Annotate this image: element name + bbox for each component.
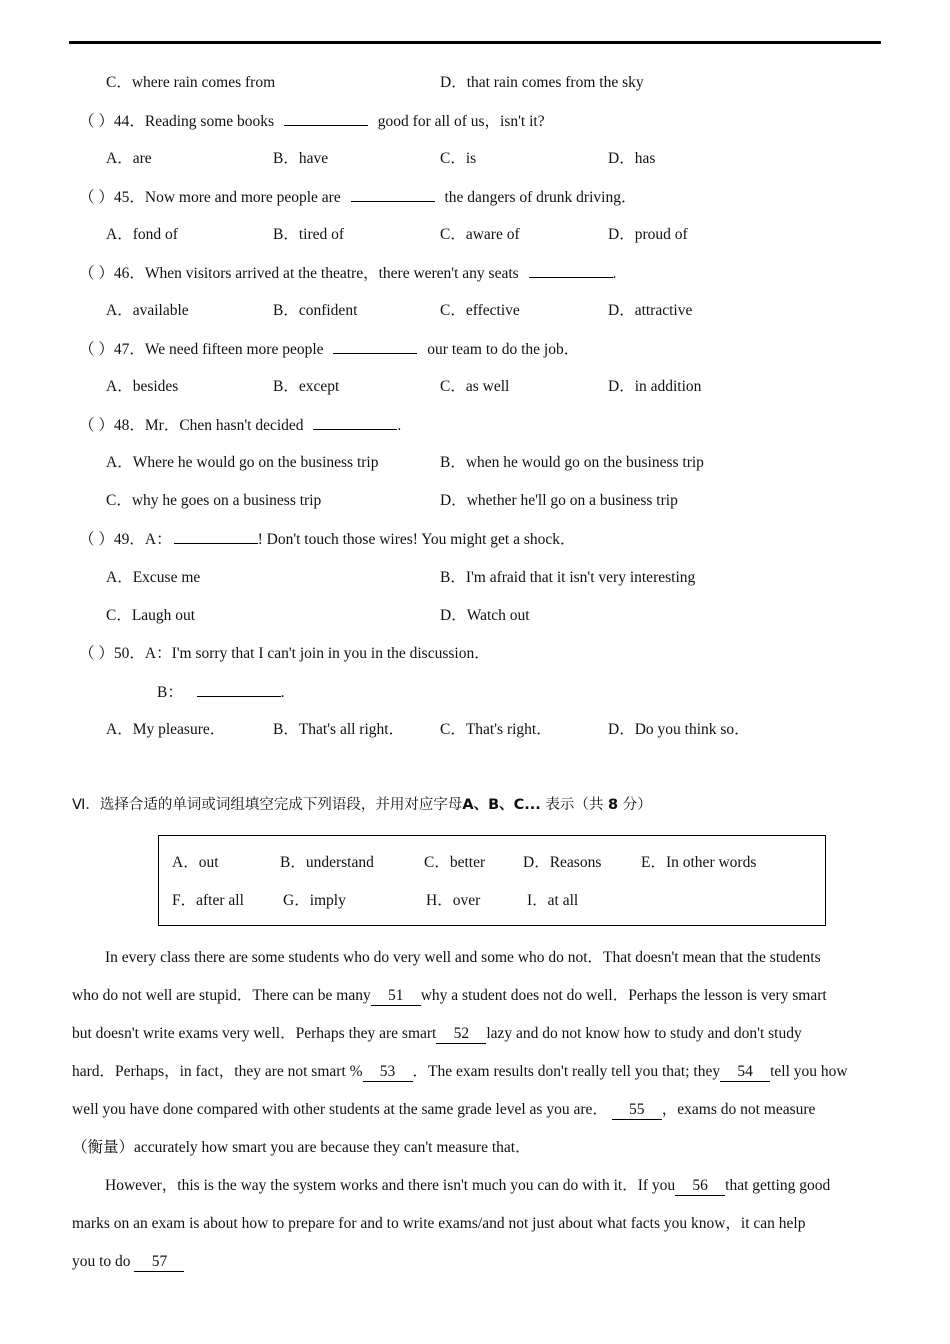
section-tail: 表示（共 bbox=[540, 797, 609, 813]
word-bank-item: E．In other words bbox=[641, 854, 757, 871]
word-bank-item: C．better bbox=[424, 854, 486, 871]
passage-line bbox=[72, 1214, 805, 1234]
cloze-blank-56: 56 bbox=[675, 1177, 725, 1196]
question-44 bbox=[79, 111, 545, 132]
q45-option-d: D．proud of bbox=[608, 226, 688, 243]
question-stem: 50．A：I'm sorry that I can't join in you in the discussion． bbox=[113, 645, 490, 662]
question-stem-end: . bbox=[397, 417, 402, 434]
q44-option-c: C．is bbox=[440, 150, 477, 167]
q43-option-c: C．where rain comes from bbox=[106, 74, 276, 91]
question-49 bbox=[79, 529, 576, 550]
question-stem-end: our team to do the job． bbox=[427, 341, 580, 358]
q45-option-c: C．aware of bbox=[440, 226, 520, 243]
answer-blank bbox=[197, 682, 281, 697]
cloze-blank-51: 51 bbox=[371, 987, 421, 1006]
passage-line bbox=[72, 1024, 802, 1044]
passage-text: marks on an exam is about how to prepare for and to write exams/and not just about what facts you know，it can help bbox=[72, 1215, 806, 1232]
word-bank-item: I．at all bbox=[527, 892, 579, 909]
word-bank-box bbox=[158, 835, 826, 926]
question-stem: 46．When visitors arrived at the theatre，there weren't any seats bbox=[113, 265, 519, 282]
passage-text: In every class there are some students who do very well and some who do not．That doesn't mean that the students bbox=[105, 949, 821, 966]
passage-text: why a student does not do well．Perhaps the lesson is very smart bbox=[420, 987, 827, 1004]
question-stem-end: . bbox=[280, 684, 285, 701]
q43-option-d: D．that rain comes from the sky bbox=[440, 74, 644, 91]
q48-option-b: B．when he would go on the business trip bbox=[440, 454, 704, 471]
q50-speaker-b bbox=[157, 682, 285, 703]
q50-option-b: B．That's all right． bbox=[273, 721, 405, 738]
word-bank-item: D．Reasons bbox=[523, 854, 602, 871]
cloze-blank-54: 54 bbox=[720, 1063, 770, 1082]
speaker-label: B： bbox=[157, 684, 183, 701]
q46-option-b: B．confident bbox=[273, 302, 358, 319]
q49-option-b: B．I'm afraid that it isn't very interesting bbox=[440, 569, 696, 586]
answer-paren: （ ） bbox=[79, 645, 114, 662]
question-stem-end: ! Don't touch those wires! You might get a shock． bbox=[257, 531, 576, 548]
answer-blank bbox=[529, 263, 613, 278]
passage-line bbox=[72, 1138, 531, 1158]
section-6-heading bbox=[72, 795, 652, 815]
passage-text: ．The exam results don't really tell you that; they bbox=[412, 1063, 721, 1080]
q46-option-a: A．available bbox=[106, 302, 189, 319]
q46-option-d: D．attractive bbox=[608, 302, 693, 319]
section-points: 8 bbox=[608, 797, 619, 813]
passage-line bbox=[72, 1252, 184, 1272]
section-numeral: Ⅵ． bbox=[72, 797, 100, 813]
q44-option-d: D．has bbox=[608, 150, 656, 167]
passage-text: tell you how bbox=[770, 1063, 848, 1080]
cloze-blank-53: 53 bbox=[363, 1063, 413, 1082]
answer-blank bbox=[174, 529, 258, 544]
question-45 bbox=[79, 187, 636, 208]
question-46 bbox=[79, 263, 616, 284]
answer-paren: （ ） bbox=[79, 531, 114, 548]
q44-option-b: B．have bbox=[273, 150, 329, 167]
q49-option-d: D．Watch out bbox=[440, 607, 530, 624]
answer-blank bbox=[333, 339, 417, 354]
passage-text: you to do bbox=[72, 1253, 131, 1270]
answer-paren: （ ） bbox=[79, 417, 114, 434]
section-letters: A、B、C... bbox=[462, 797, 541, 813]
answer-blank bbox=[284, 111, 368, 126]
question-stem: 45．Now more and more people are bbox=[113, 189, 341, 206]
q49-option-a: A．Excuse me bbox=[106, 569, 201, 586]
word-bank-item: F．after all bbox=[172, 892, 244, 909]
passage-line bbox=[105, 1176, 830, 1196]
question-stem: 47．We need fifteen more people bbox=[113, 341, 324, 358]
word-bank-item: G．imply bbox=[283, 892, 346, 909]
q48-option-d: D．whether he'll go on a business trip bbox=[440, 492, 678, 509]
answer-paren: （ ） bbox=[79, 189, 114, 206]
q48-option-c: C．why he goes on a business trip bbox=[106, 492, 322, 509]
word-bank-item: H．over bbox=[426, 892, 481, 909]
answer-blank bbox=[313, 415, 397, 430]
question-47 bbox=[79, 339, 579, 360]
question-stem: 44．Reading some books bbox=[113, 113, 275, 130]
answer-paren: （ ） bbox=[79, 265, 114, 282]
q45-option-b: B．tired of bbox=[273, 226, 345, 243]
answer-paren: （ ） bbox=[79, 113, 114, 130]
answer-blank bbox=[351, 187, 435, 202]
passage-text: that getting good bbox=[725, 1177, 831, 1194]
question-stem: 48．Mr．Chen hasn't decided bbox=[113, 417, 304, 434]
header-rule bbox=[69, 41, 881, 44]
section-instructions: 选择合适的单词或词组填空完成下列语段，并用对应字母 bbox=[99, 797, 463, 813]
question-50 bbox=[79, 644, 490, 664]
cloze-blank-57: 57 bbox=[134, 1253, 184, 1272]
q47-option-d: D．in addition bbox=[608, 378, 702, 395]
passage-text: who do not well are stupid．There can be many bbox=[72, 987, 371, 1004]
q48-option-a: A．Where he would go on the business trip bbox=[106, 454, 379, 471]
question-stem-end: the dangers of drunk driving． bbox=[444, 189, 637, 206]
q49-option-c: C．Laugh out bbox=[106, 607, 196, 624]
passage-text: but doesn't write exams very well．Perhaps they are smart bbox=[72, 1025, 437, 1042]
q47-option-c: C．as well bbox=[440, 378, 510, 395]
passage-line bbox=[72, 986, 827, 1006]
passage-line bbox=[72, 1100, 815, 1120]
section-tail-end: 分） bbox=[618, 797, 652, 813]
question-48 bbox=[79, 415, 401, 436]
passage-text: ，exams do not measure bbox=[661, 1101, 816, 1118]
question-stem: 49．A： bbox=[113, 531, 172, 548]
passage-line bbox=[72, 1062, 848, 1082]
q47-option-a: A．besides bbox=[106, 378, 179, 395]
passage-text: （衡量）accurately how smart you are because they can't measure that． bbox=[72, 1139, 531, 1156]
passage-line bbox=[105, 948, 878, 968]
word-bank-item: A．out bbox=[172, 854, 219, 871]
q47-option-b: B．except bbox=[273, 378, 340, 395]
q50-option-c: C．That's right． bbox=[440, 721, 552, 738]
passage-text: lazy and do not know how to study and don't study bbox=[486, 1025, 802, 1042]
q45-option-a: A．fond of bbox=[106, 226, 178, 243]
cloze-blank-55: 55 bbox=[612, 1101, 662, 1120]
question-stem-end: good for all of us，isn't it? bbox=[377, 113, 545, 130]
passage-text: However，this is the way the system works and there isn't much you can do with it．If you bbox=[105, 1177, 676, 1194]
q50-option-a: A．My pleasure． bbox=[106, 721, 226, 738]
q46-option-c: C．effective bbox=[440, 302, 520, 319]
question-stem-end: . bbox=[612, 265, 617, 282]
answer-paren: （ ） bbox=[79, 341, 114, 358]
word-bank-item: B．understand bbox=[280, 854, 374, 871]
q50-option-d: D．Do you think so． bbox=[608, 721, 750, 738]
passage-text: hard．Perhaps，in fact，they are not smart % bbox=[72, 1063, 363, 1080]
passage-text: well you have done compared with other students at the same grade level as you are． bbox=[72, 1101, 608, 1118]
q44-option-a: A．are bbox=[106, 150, 152, 167]
cloze-blank-52: 52 bbox=[436, 1025, 486, 1044]
